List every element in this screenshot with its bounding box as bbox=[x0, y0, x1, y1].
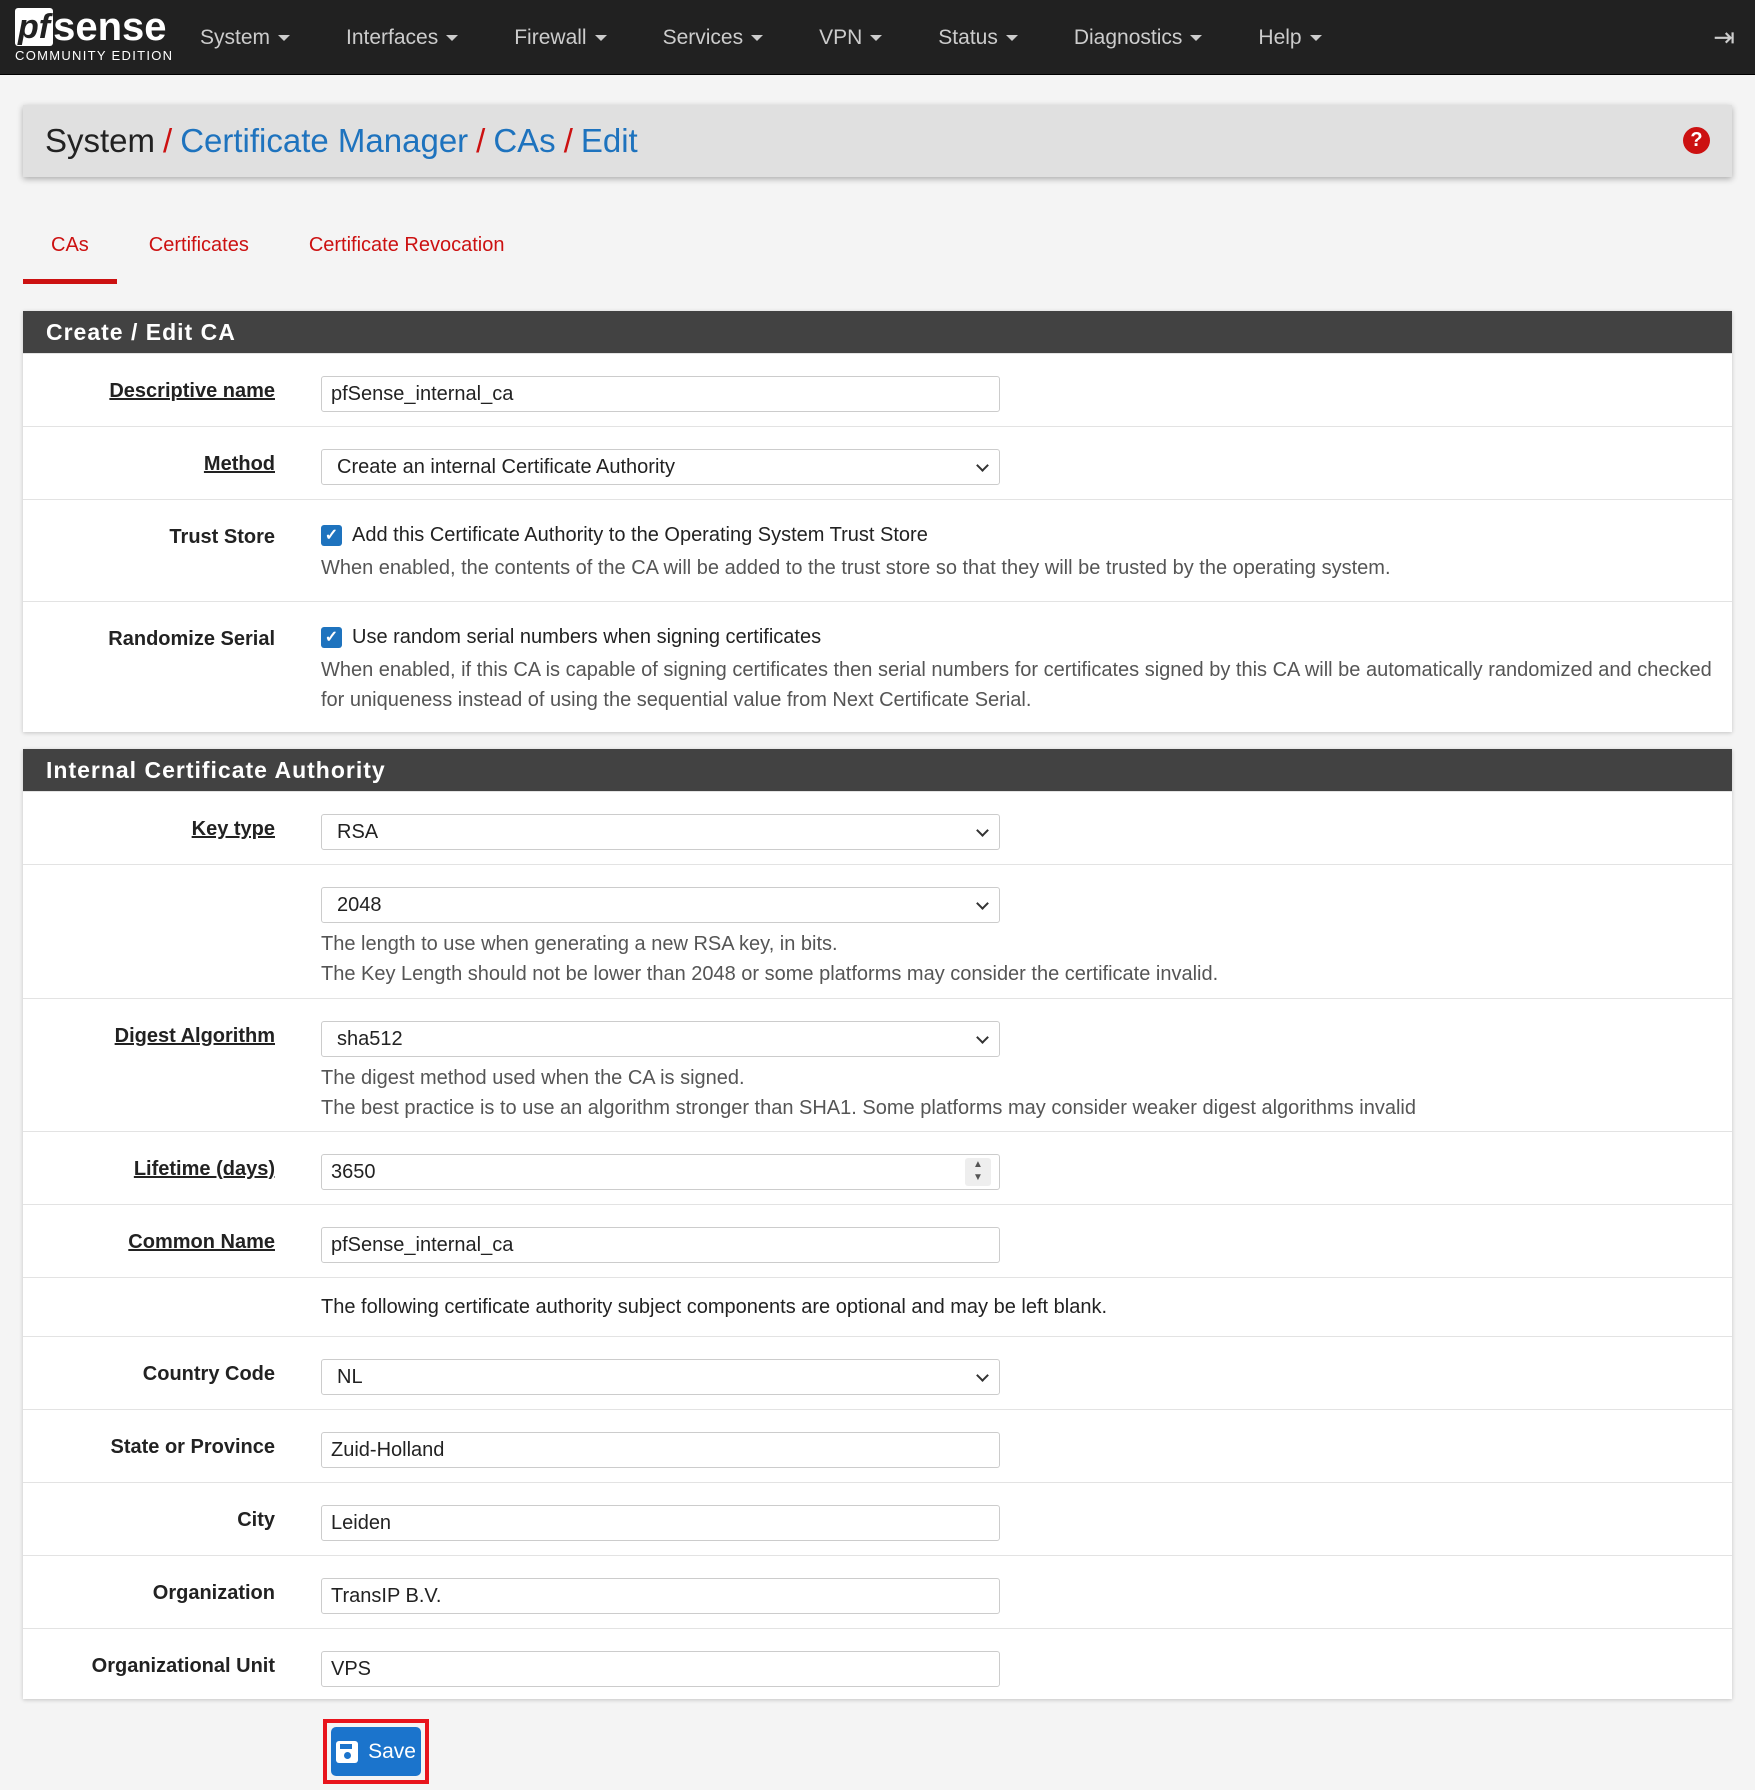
organizational-unit-input[interactable]: VPS bbox=[321, 1651, 1000, 1687]
spinner-icon[interactable]: ▲ ▼ bbox=[965, 1158, 991, 1186]
panel-title: Create / Edit CA bbox=[23, 311, 1732, 353]
menu-firewall[interactable]: Firewall bbox=[514, 0, 606, 75]
randomize-serial-label: Randomize Serial bbox=[108, 628, 275, 650]
breadcrumb-system: System bbox=[45, 122, 156, 159]
caret-down-icon bbox=[870, 35, 882, 41]
country-code-select[interactable]: NL bbox=[321, 1359, 1000, 1395]
logo-pf: pf bbox=[15, 8, 53, 46]
randomize-serial-checkbox-label[interactable]: Use random serial numbers when signing certificates bbox=[352, 626, 822, 648]
top-navbar bbox=[0, 0, 1755, 75]
caret-down-icon bbox=[1190, 35, 1202, 41]
logo-edition: COMMUNITY EDITION bbox=[15, 48, 174, 63]
method-label: Method bbox=[203, 453, 275, 475]
descriptive-name-label: Descriptive name bbox=[109, 380, 275, 402]
trust-store-help: When enabled, the contents of the CA will be added to the trust store so that they will be trusted by the operating system. bbox=[321, 557, 1391, 579]
state-label: State or Province bbox=[110, 1436, 275, 1458]
organization-label: Organization bbox=[152, 1582, 275, 1604]
country-code-label: Country Code bbox=[142, 1363, 275, 1385]
logout-icon[interactable]: ⇥ bbox=[1713, 22, 1735, 52]
organizational-unit-label: Organizational Unit bbox=[91, 1655, 275, 1677]
organization-input[interactable]: TransIP B.V. bbox=[321, 1578, 1000, 1614]
descriptive-name-input[interactable]: pfSense_internal_ca bbox=[321, 376, 1000, 412]
logo-sense: sense bbox=[53, 5, 167, 49]
pfsense-logo[interactable] bbox=[15, 5, 174, 63]
randomize-serial-help: When enabled, if this CA is capable of signing certificates then serial numbers for certificates signed by this CA will be automatically randomized and checked for uniqueness instead of using the sequential value from Next Certificate Serial. bbox=[321, 659, 1712, 711]
breadcrumb-certificate-manager[interactable]: Certificate Manager bbox=[180, 122, 469, 159]
optional-info-text: The following certificate authority subject components are optional and may be left blank. bbox=[321, 1296, 1107, 1318]
caret-down-icon bbox=[595, 35, 607, 41]
menu-interfaces[interactable]: Interfaces bbox=[346, 0, 458, 75]
randomize-serial-checkbox[interactable]: ✓ bbox=[321, 627, 342, 648]
save-button[interactable]: Save bbox=[331, 1727, 421, 1776]
lifetime-label: Lifetime (days) bbox=[133, 1158, 275, 1180]
panel-title: Internal Certificate Authority bbox=[23, 749, 1732, 791]
digest-algorithm-select[interactable]: sha512 bbox=[321, 1021, 1000, 1057]
menu-diagnostics[interactable]: Diagnostics bbox=[1074, 0, 1203, 75]
state-input[interactable]: Zuid-Holland bbox=[321, 1432, 1000, 1468]
help-icon[interactable]: ? bbox=[1683, 127, 1710, 154]
save-highlight bbox=[323, 1719, 429, 1784]
key-length-help: The length to use when generating a new RSA key, in bits. bbox=[321, 933, 838, 955]
breadcrumb-cas[interactable]: CAs bbox=[493, 122, 556, 159]
key-length-help-2: The Key Length should not be lower than 2048 or some platforms may consider the certificate invalid. bbox=[321, 963, 1219, 985]
breadcrumb-edit[interactable]: Edit bbox=[580, 122, 638, 159]
lifetime-input[interactable]: 3650 ▲ ▼ bbox=[321, 1154, 1000, 1190]
menu-vpn[interactable]: VPN bbox=[819, 0, 882, 75]
key-type-select[interactable]: RSA bbox=[321, 814, 1000, 850]
city-input[interactable]: Leiden bbox=[321, 1505, 1000, 1541]
trust-store-checkbox-label[interactable]: Add this Certificate Authority to the Operating System Trust Store bbox=[352, 524, 928, 546]
common-name-input[interactable]: pfSense_internal_ca bbox=[321, 1227, 1000, 1263]
create-edit-ca-panel bbox=[23, 311, 1732, 732]
menu-system[interactable]: System bbox=[200, 0, 290, 75]
tab-certificate-revocation[interactable]: Certificate Revocation bbox=[308, 234, 505, 256]
caret-down-icon bbox=[751, 35, 763, 41]
internal-ca-panel bbox=[23, 749, 1732, 1699]
breadcrumb: System / Certificate Manager / CAs / Edit ? bbox=[23, 105, 1732, 177]
trust-store-label: Trust Store bbox=[169, 526, 275, 548]
common-name-label: Common Name bbox=[128, 1231, 275, 1253]
menu-help[interactable]: Help bbox=[1258, 0, 1321, 75]
tab-cas[interactable]: CAs bbox=[23, 222, 117, 284]
digest-help-2: The best practice is to use an algorithm stronger than SHA1. Some platforms may consider weaker digest algorithms invalid bbox=[321, 1097, 1416, 1119]
caret-down-icon bbox=[278, 35, 290, 41]
tab-certificates[interactable]: Certificates bbox=[148, 234, 249, 256]
key-type-label: Key type bbox=[191, 818, 275, 840]
caret-down-icon bbox=[446, 35, 458, 41]
caret-down-icon bbox=[1310, 35, 1322, 41]
city-label: City bbox=[237, 1509, 275, 1531]
digest-help: The digest method used when the CA is signed. bbox=[321, 1067, 745, 1089]
menu-services[interactable]: Services bbox=[663, 0, 764, 75]
digest-algorithm-label: Digest Algorithm bbox=[114, 1025, 275, 1047]
method-select[interactable]: Create an internal Certificate Authority bbox=[321, 449, 1000, 485]
trust-store-checkbox[interactable]: ✓ bbox=[321, 525, 342, 546]
save-icon bbox=[336, 1741, 358, 1763]
menu-status[interactable]: Status bbox=[938, 0, 1018, 75]
caret-down-icon bbox=[1006, 35, 1018, 41]
key-length-select[interactable]: 2048 bbox=[321, 887, 1000, 923]
